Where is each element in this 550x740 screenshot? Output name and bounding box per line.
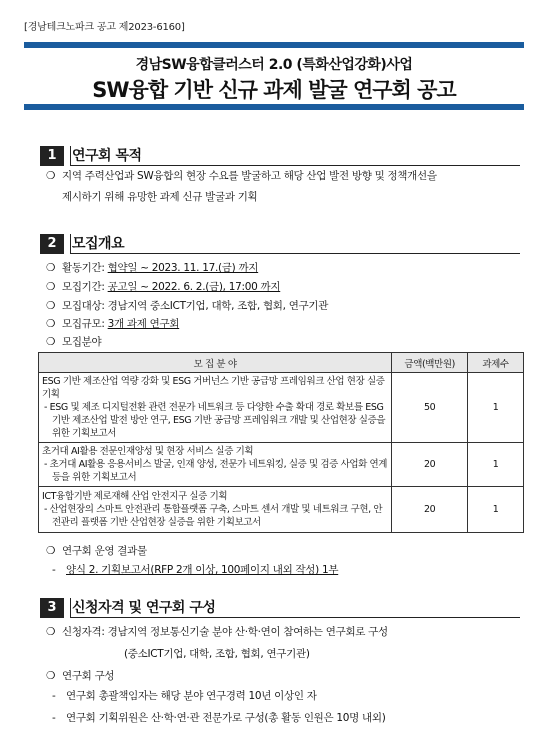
target-text: 모집대상: 경남지역 중소ICT기업, 대학, 조합, 협회, 연구기관 — [62, 300, 329, 312]
composition-item-2 — [52, 710, 386, 726]
field-title: ESG 기반 제조산업 역량 강화 및 ESG 거버넌스 기반 공급망 프레임워크 산업 현장 실증 기획 — [42, 376, 385, 400]
overview-target — [46, 298, 328, 314]
field-detail: - 초거대 AI활용 응용서비스 발굴, 인재 양성, 전문가 네트워킹, 실증 및 검증 사업화 연계 등을 위한 기획보고서 — [44, 459, 388, 483]
section-2-header — [40, 234, 520, 254]
table-row — [39, 373, 524, 443]
bullet-icon: ❍ — [46, 300, 56, 312]
table-row — [39, 487, 524, 533]
section-underline — [70, 253, 520, 254]
amount-cell: 50 — [392, 373, 468, 443]
overview-scale — [46, 316, 179, 332]
bullet-icon: ❍ — [46, 170, 56, 182]
period-value: 협약일 ~ 2023. 11. 17.(금) 까지 — [107, 262, 259, 274]
title-rule-bottom — [24, 104, 524, 110]
purpose-text-1: 지역 주력산업과 SW융합의 현장 수요를 발굴하고 해당 산업 발전 방향 및 정책개선을 — [62, 170, 437, 182]
section-1-header — [40, 146, 520, 166]
recruit-label: 모집기간: — [62, 281, 108, 293]
purpose-line-1 — [46, 168, 437, 184]
section-heading: 모집개요 — [72, 236, 125, 252]
table-row — [39, 443, 524, 487]
count-cell: 1 — [468, 373, 524, 443]
period-label: 활동기간: — [62, 262, 108, 274]
result-item — [52, 562, 338, 578]
field-cell — [39, 487, 392, 533]
purpose-line-2: 제시하기 위해 유망한 과제 신규 발굴과 기획 — [62, 191, 258, 203]
section-3-header — [40, 598, 520, 618]
count-cell: 1 — [468, 487, 524, 533]
composition-bullet — [46, 668, 114, 684]
result-item-text: 양식 2. 기획보고서(RFP 2개 이상, 100페이지 내외 작성) 1부 — [66, 564, 339, 576]
composition-item-1 — [52, 688, 317, 704]
count-cell: 1 — [468, 443, 524, 487]
eligibility-text: 신청자격: 경남지역 정보통신기술 분야 산·학·연이 참여하는 연구회로 구성 — [62, 626, 388, 638]
field-title: 초거대 AI활용 전문인재양성 및 현장 서비스 실증 기획 — [42, 446, 254, 457]
section-divider — [70, 234, 71, 254]
section-number: 1 — [40, 146, 64, 166]
bullet-icon: ❍ — [46, 545, 56, 557]
scale-value: 3개 과제 연구회 — [107, 318, 180, 330]
field-cell — [39, 373, 392, 443]
doc-number: [경남테크노파크 공고 제2023-6160] — [24, 22, 185, 33]
result-bullet — [46, 543, 147, 559]
field-cell — [39, 443, 392, 487]
bullet-icon: ❍ — [46, 318, 56, 330]
section-number: 3 — [40, 598, 64, 618]
section-underline — [70, 165, 520, 166]
overview-period — [46, 260, 258, 276]
overview-fields — [46, 334, 101, 350]
eligibility-line-2: (중소ICT기업, 대학, 조합, 협회, 연구기관) — [124, 648, 310, 660]
column-header-amount: 금액(백만원) — [392, 353, 468, 373]
bullet-icon: ❍ — [46, 281, 56, 293]
section-divider — [70, 146, 71, 166]
field-detail: - ESG 및 제조 디지털전환 관련 전문가 네트워크 등 다양한 수출 확대 경로 확보를 ESG 기반 제조산업 발전 방안 연구, ESG 기반 공급망 프레임워크 개발 및 산업현장 실증을 위한 기획보고서 — [44, 402, 386, 439]
bullet-icon: ❍ — [46, 262, 56, 274]
section-underline — [70, 617, 520, 618]
section-heading: 신청자격 및 연구회 구성 — [72, 600, 216, 616]
dash-mark: - — [52, 712, 56, 724]
recruit-value: 공고일 ~ 2022. 6. 2.(금), 17:00 까지 — [107, 281, 281, 293]
overview-recruit — [46, 279, 280, 295]
title-subtitle: 경남SW융합클러스터 2.0 (특화산업강화)사업 — [135, 57, 413, 73]
bullet-icon: ❍ — [46, 626, 56, 638]
fields-table — [38, 352, 524, 533]
page-title: SW융합 기반 신규 과제 발굴 연구회 공고 — [92, 78, 456, 102]
column-header-field: 모 집 분 야 — [39, 353, 392, 373]
bullet-icon: ❍ — [46, 336, 56, 348]
scale-label: 모집규모: — [62, 318, 108, 330]
column-header-count: 과제수 — [468, 353, 524, 373]
composition-label: 연구회 구성 — [62, 670, 115, 682]
dash-mark: - — [52, 690, 56, 702]
field-title: ICT융합기반 제로재해 산업 안전지구 실증 기획 — [42, 491, 228, 502]
amount-cell: 20 — [392, 443, 468, 487]
result-label: 연구회 운영 결과물 — [62, 545, 147, 557]
bullet-icon: ❍ — [46, 670, 56, 682]
section-divider — [70, 598, 71, 618]
section-heading: 연구회 목적 — [72, 148, 142, 164]
fields-label: 모집분야 — [62, 336, 102, 348]
composition-item-text: 연구회 기획위원은 산·학·연·관 전문가로 구성(총 활동 인원은 10명 내외) — [66, 712, 386, 724]
eligibility-line-1 — [46, 624, 388, 640]
amount-cell: 20 — [392, 487, 468, 533]
dash-mark: - — [52, 564, 56, 576]
section-number: 2 — [40, 234, 64, 254]
composition-item-text: 연구회 총괄책임자는 해당 분야 연구경력 10년 이상인 자 — [66, 690, 317, 702]
field-detail: - 산업현장의 스마트 안전관리 통합플랫폼 구축, 스마트 센서 개발 및 네트워크 구현, 안전관리 플랫폼 기반 산업현장 실증을 위한 기획보고서 — [44, 504, 383, 528]
title-box — [24, 40, 524, 106]
table-header-row — [39, 353, 524, 373]
